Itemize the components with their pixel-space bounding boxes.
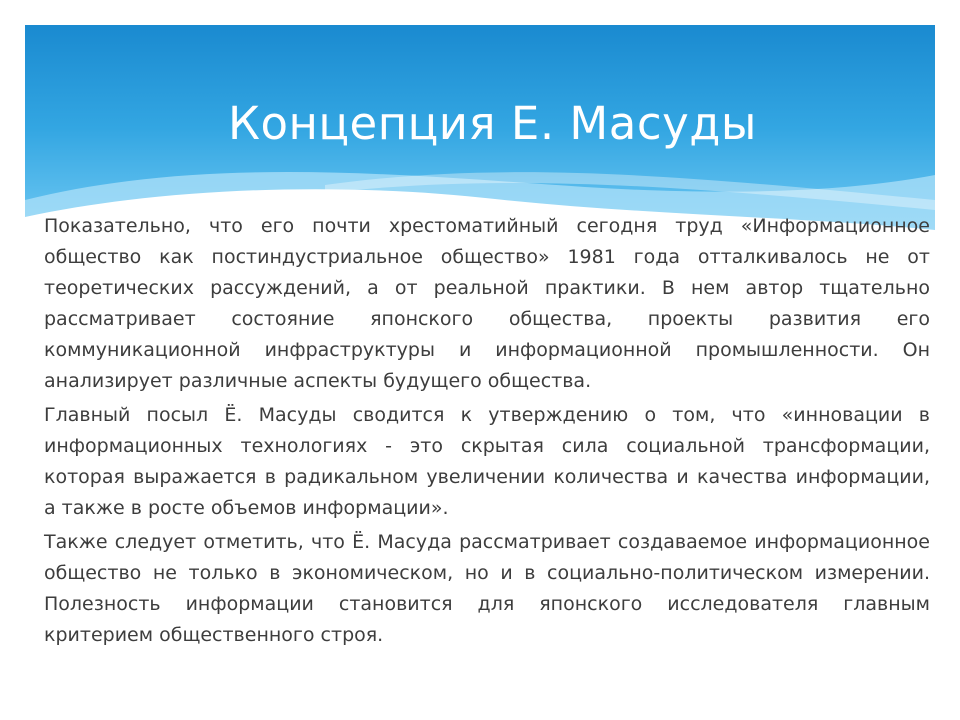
slide-title: Концепция Е. Масуды (228, 97, 757, 150)
paragraph-2: Главный посыл Ё. Масуды сводится к утверждению о том, что «инновации в информационных технологиях - это скрытая сила социальной трансформации, которая выражается в радикальном увеличении количества и качества информации, а также в росте объемов информации». (44, 404, 930, 519)
slide-body (44, 211, 930, 654)
paragraph-1: Показательно, что его почти хрестоматийный сегодня труд «Информационное общество как постиндустриальное общество» 1981 года отталкивалось не от теоретических рассуждений, а от реальной практики. В нем автор тщательно рассматривает состояние японского общества, проекты развития его коммуникационной инфраструктуры и информационной промышленности. Он анализирует различные аспекты будущего общества. (44, 215, 930, 392)
paragraph-3: Также следует отметить, что Ё. Масуда рассматривает создаваемое информационное общество не только в экономическом, но и в социально-политическом измерении. Полезность информации становится для японского исследователя главным критерием общественного строя. (44, 531, 930, 646)
